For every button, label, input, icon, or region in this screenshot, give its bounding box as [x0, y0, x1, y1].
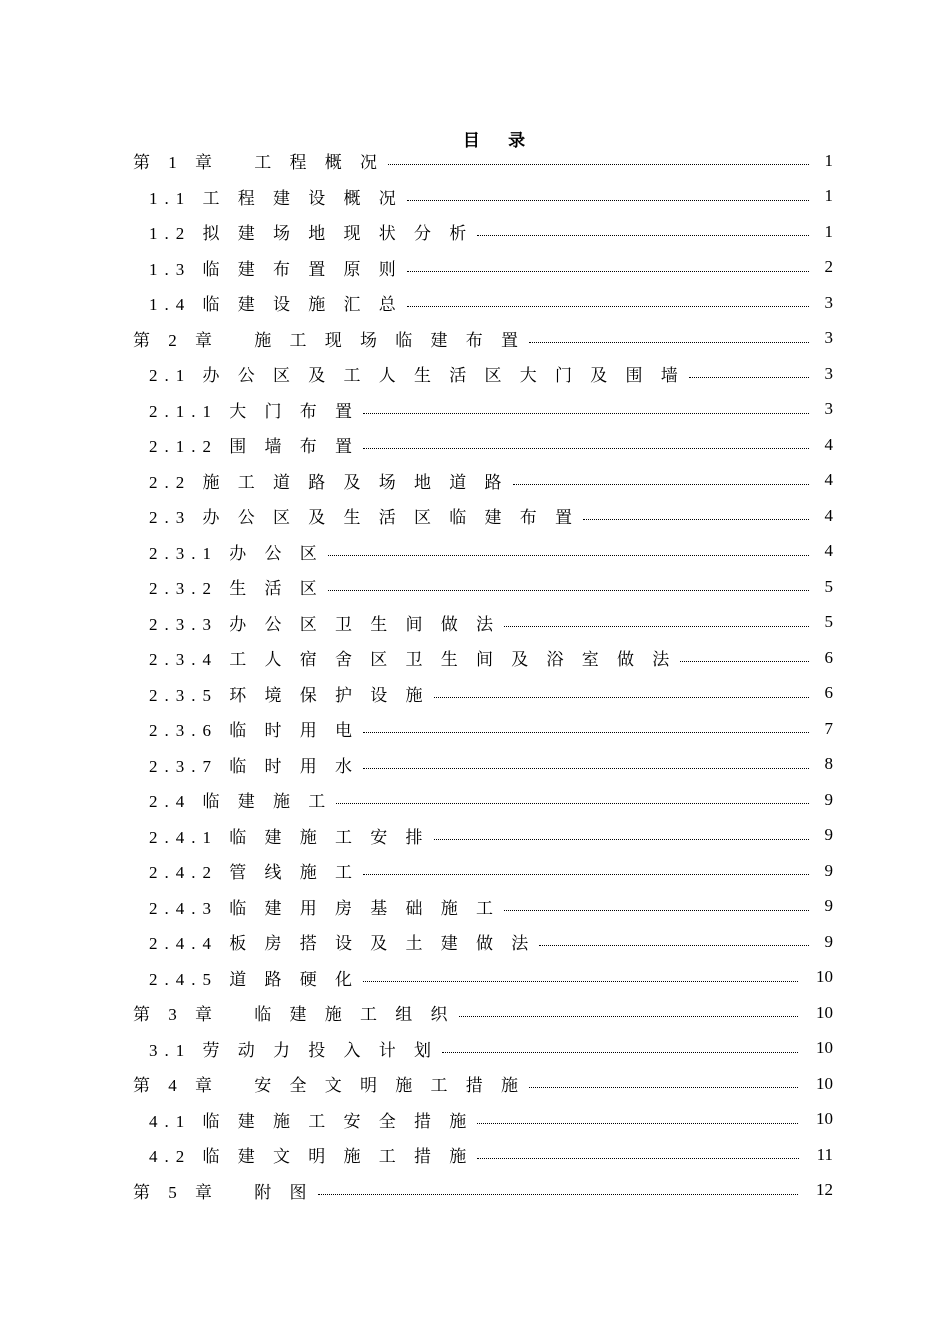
toc-entry-title: 2.4.3 临 建 用 房 基 础 施 工 [149, 898, 500, 918]
toc-section-entry[interactable] [133, 427, 833, 463]
toc-section-entry[interactable] [133, 498, 833, 534]
toc-page-number: 5 [824, 612, 833, 632]
toc-section-entry[interactable] [133, 463, 833, 499]
toc-page-number: 9 [824, 825, 833, 845]
toc-section-entry[interactable] [133, 818, 833, 854]
toc-dot-leader [328, 555, 809, 556]
toc-entry-title: 第 5 章 附 图 [133, 1182, 314, 1202]
toc-dot-leader [477, 235, 809, 236]
toc-entry-title: 2.3.3 办 公 区 卫 生 间 做 法 [149, 614, 500, 634]
toc-page-number: 11 [816, 1144, 833, 1164]
toc-page-number: 4 [824, 434, 833, 454]
toc-entry-title: 2.3 办 公 区 及 生 活 区 临 建 布 置 [149, 508, 579, 528]
toc-dot-leader [583, 519, 809, 520]
toc-section-entry[interactable] [133, 1102, 833, 1138]
toc-chapter-entry[interactable] [133, 321, 833, 357]
toc-page-number: 10 [816, 1002, 833, 1022]
toc-section-entry[interactable] [133, 534, 833, 570]
toc-dot-leader [504, 626, 809, 627]
toc-page-number: 7 [824, 718, 833, 738]
table-of-contents [133, 143, 833, 1208]
toc-dot-leader [434, 839, 810, 840]
toc-page-number: 1 [824, 221, 833, 241]
toc-section-entry[interactable] [133, 711, 833, 747]
toc-page-number: 10 [816, 1073, 833, 1093]
toc-dot-leader [407, 306, 809, 307]
toc-entry-title: 1.1 工 程 建 设 概 况 [149, 188, 403, 208]
toc-page-number: 4 [824, 541, 833, 561]
toc-page-number: 10 [816, 1109, 833, 1129]
toc-page-number: 3 [824, 292, 833, 312]
toc-entry-title: 1.2 拟 建 场 地 现 状 分 析 [149, 224, 474, 244]
toc-dot-leader [529, 1087, 798, 1088]
toc-section-entry[interactable] [133, 356, 833, 392]
toc-dot-leader [477, 1158, 798, 1159]
toc-entry-title: 2.4.4 板 房 搭 设 及 土 建 做 法 [149, 934, 536, 954]
toc-dot-leader [477, 1123, 798, 1124]
toc-entry-title: 2.1.1 大 门 布 置 [149, 401, 359, 421]
toc-page-number: 9 [824, 931, 833, 951]
toc-dot-leader [388, 164, 809, 165]
toc-page-number: 3 [824, 328, 833, 348]
toc-section-entry[interactable] [133, 676, 833, 712]
toc-dot-leader [336, 803, 809, 804]
toc-entry-title: 1.4 临 建 设 施 汇 总 [149, 295, 403, 315]
toc-chapter-entry[interactable] [133, 1173, 833, 1209]
toc-dot-leader [407, 200, 809, 201]
toc-dot-leader [363, 413, 809, 414]
toc-page-number: 10 [816, 967, 833, 987]
toc-entry-title: 1.3 临 建 布 置 原 则 [149, 259, 403, 279]
toc-chapter-entry[interactable] [133, 143, 833, 179]
toc-page-number: 9 [824, 860, 833, 880]
toc-section-entry[interactable] [133, 569, 833, 605]
toc-page-number: 1 [824, 186, 833, 206]
toc-dot-leader [459, 1016, 799, 1017]
toc-dot-leader [504, 910, 809, 911]
toc-page-number: 8 [824, 754, 833, 774]
toc-entry-title: 第 4 章 安 全 文 明 施 工 措 施 [133, 1076, 525, 1096]
toc-section-entry[interactable] [133, 924, 833, 960]
toc-dot-leader [407, 271, 809, 272]
toc-dot-leader [363, 981, 798, 982]
toc-dot-leader [434, 697, 810, 698]
toc-dot-leader [363, 874, 809, 875]
toc-page-number: 6 [824, 647, 833, 667]
toc-entry-title: 2.4.1 临 建 施 工 安 排 [149, 827, 430, 847]
toc-section-entry[interactable] [133, 853, 833, 889]
toc-entry-title: 2.1.2 围 墙 布 置 [149, 437, 359, 457]
toc-entry-title: 3.1 劳 动 力 投 入 计 划 [149, 1040, 438, 1060]
toc-page-number: 9 [824, 896, 833, 916]
toc-page-number: 2 [824, 257, 833, 277]
toc-chapter-entry[interactable] [133, 995, 833, 1031]
toc-dot-leader [680, 661, 809, 662]
toc-entry-title: 2.2 施 工 道 路 及 场 地 道 路 [149, 472, 509, 492]
toc-entry-title: 第 2 章 施 工 现 场 临 建 布 置 [133, 330, 525, 350]
toc-page-number: 6 [824, 683, 833, 703]
toc-entry-title: 2.3.1 办 公 区 [149, 543, 324, 563]
toc-section-entry[interactable] [133, 1137, 833, 1173]
toc-entry-title: 第 3 章 临 建 施 工 组 织 [133, 1005, 455, 1025]
toc-page-number: 12 [816, 1180, 833, 1200]
toc-page-number: 4 [824, 505, 833, 525]
toc-entry-title: 2.4.5 道 路 硬 化 [149, 969, 359, 989]
toc-dot-leader [318, 1194, 799, 1195]
toc-entry-title: 2.3.4 工 人 宿 舍 区 卫 生 间 及 浴 室 做 法 [149, 650, 677, 670]
toc-dot-leader [328, 590, 809, 591]
toc-entry-title: 2.3.6 临 时 用 电 [149, 721, 359, 741]
toc-section-entry[interactable] [133, 285, 833, 321]
toc-section-entry[interactable] [133, 1031, 833, 1067]
toc-section-entry[interactable] [133, 889, 833, 925]
toc-entry-title: 4.1 临 建 施 工 安 全 措 施 [149, 1111, 474, 1131]
toc-section-entry[interactable] [133, 392, 833, 428]
toc-page-number: 9 [824, 789, 833, 809]
toc-dot-leader [363, 768, 809, 769]
toc-section-entry[interactable] [133, 605, 833, 641]
toc-dot-leader [442, 1052, 798, 1053]
toc-section-entry[interactable] [133, 960, 833, 996]
toc-page-number: 10 [816, 1038, 833, 1058]
toc-entry-title: 2.1 办 公 区 及 工 人 生 活 区 大 门 及 围 墙 [149, 366, 685, 386]
toc-dot-leader [689, 377, 809, 378]
toc-section-entry[interactable] [133, 640, 833, 676]
toc-dot-leader [363, 448, 809, 449]
toc-page-number: 3 [824, 399, 833, 419]
toc-entry-title: 2.3.2 生 活 区 [149, 579, 324, 599]
toc-page-number: 4 [824, 470, 833, 490]
toc-dot-leader [513, 484, 810, 485]
toc-entry-title: 2.4.2 管 线 施 工 [149, 863, 359, 883]
toc-section-entry[interactable] [133, 782, 833, 818]
toc-section-entry[interactable] [133, 214, 833, 250]
toc-title: 目 录 [462, 131, 538, 150]
toc-section-entry[interactable] [133, 747, 833, 783]
toc-entry-title: 2.4 临 建 施 工 [149, 792, 333, 812]
toc-entry-title: 2.3.5 环 境 保 护 设 施 [149, 685, 430, 705]
toc-entry-title: 4.2 临 建 文 明 施 工 措 施 [149, 1147, 474, 1167]
toc-entry-title: 第 1 章 工 程 概 况 [133, 153, 384, 173]
toc-page-number: 1 [824, 150, 833, 170]
toc-page-number: 5 [824, 576, 833, 596]
toc-dot-leader [529, 342, 809, 343]
toc-dot-leader [363, 732, 809, 733]
toc-chapter-entry[interactable] [133, 1066, 833, 1102]
toc-dot-leader [539, 945, 809, 946]
toc-page-number: 3 [824, 363, 833, 383]
toc-section-entry[interactable] [133, 250, 833, 286]
toc-section-entry[interactable] [133, 179, 833, 215]
toc-entry-title: 2.3.7 临 时 用 水 [149, 756, 359, 776]
